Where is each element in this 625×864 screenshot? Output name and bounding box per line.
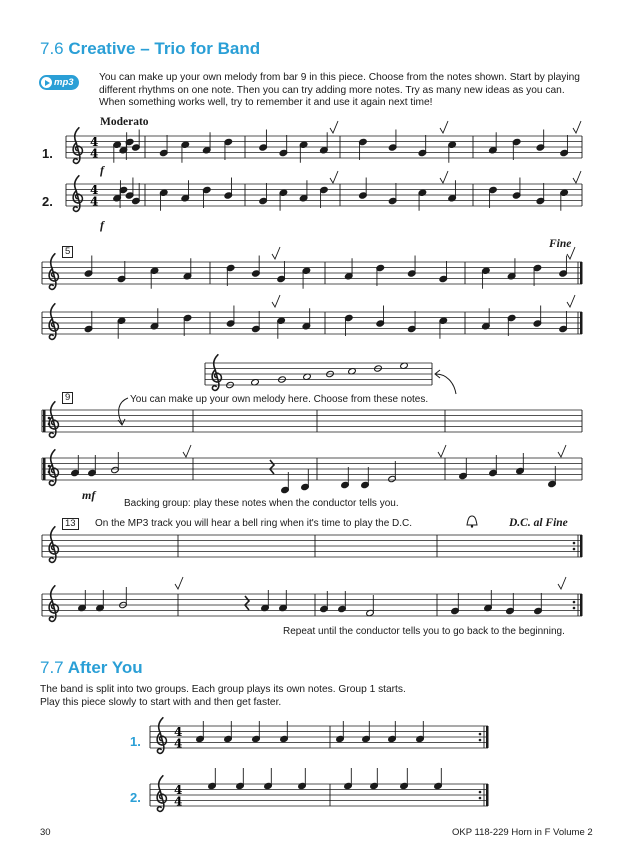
breath-mark-icon	[330, 121, 338, 133]
backing-instruction: Backing group: play these notes when the conductor tells you.	[124, 498, 399, 509]
part-number-1: 1.	[42, 146, 53, 161]
final-bar-line	[486, 726, 489, 748]
breath-mark-icon	[558, 445, 566, 457]
intro-text: You can make up your own melody from bar 9 in this piece. Choose from the notes shown. Start by playing different rhythms on one note. Then you can try adding more notes. Try as many new ideas as you can. When something works well, try to remember it and use it again next time!	[99, 72, 580, 109]
repeat-dot	[479, 733, 482, 736]
dynamic-forte-2: f	[100, 218, 104, 232]
repeat-dot	[479, 791, 482, 794]
repeat-bar	[43, 458, 46, 480]
section-number: 7.7	[40, 658, 64, 677]
final-bar-line	[580, 312, 583, 334]
section-title: After You	[67, 658, 143, 677]
time-signature-top: 4	[90, 135, 99, 149]
group-number-1: 1.	[130, 734, 141, 749]
time-signature-bottom: 4	[90, 146, 99, 161]
mp3-bell-instruction: On the MP3 track you will hear a bell ring when it's time to play the D.C.	[95, 518, 413, 529]
dynamic-mezzo-forte: mf	[82, 488, 96, 502]
repeat-instruction: Repeat until the conductor tells you to go back to the beginning.	[283, 626, 565, 637]
page-number: 30	[40, 827, 51, 838]
section-title: Creative – Trio for Band	[68, 39, 261, 58]
time-signature-top: 4	[174, 725, 183, 739]
repeat-dot	[48, 423, 51, 426]
breath-mark-icon	[573, 171, 581, 183]
bell-icon	[467, 516, 477, 528]
repeat-dot	[479, 739, 482, 742]
quarter-rest	[245, 596, 249, 610]
breath-mark-icon	[558, 577, 566, 589]
book-code: OKP 118-229 Horn in F Volume 2	[452, 827, 593, 838]
final-bar-line	[580, 594, 583, 616]
repeat-dot	[48, 471, 51, 474]
breath-mark-icon	[440, 171, 448, 183]
fine-marking: Fine	[549, 238, 572, 250]
repeat-dot	[573, 601, 576, 604]
breath-mark-icon	[175, 577, 183, 589]
time-signature-bottom: 4	[174, 794, 183, 809]
breath-mark-icon	[272, 247, 280, 259]
dc-al-fine-marking: D.C. al Fine	[509, 517, 568, 529]
time-signature-bottom: 4	[90, 194, 99, 209]
time-signature-top: 4	[90, 183, 99, 197]
melody-instruction: You can make up your own melody here. Choose from these notes.	[130, 394, 429, 405]
breath-mark-icon	[183, 445, 191, 457]
quarter-rest	[270, 460, 274, 474]
breath-mark-icon	[272, 295, 280, 307]
breath-mark-icon	[330, 171, 338, 183]
repeat-dot	[573, 607, 576, 610]
breath-mark-icon	[567, 247, 575, 259]
bar-number-9: 9	[62, 392, 73, 404]
time-signature-bottom: 4	[174, 736, 183, 751]
bar-number-13: 13	[62, 518, 79, 530]
repeat-dot	[573, 542, 576, 545]
mp3-label: mp3	[54, 77, 74, 88]
group-number-2: 2.	[130, 790, 141, 805]
section-number: 7.6	[40, 39, 64, 58]
repeat-dot	[479, 797, 482, 800]
repeat-dot	[48, 417, 51, 420]
bar-number-5: 5	[62, 246, 73, 258]
breath-mark-icon	[438, 445, 446, 457]
time-signature-top: 4	[174, 783, 183, 797]
breath-mark-icon	[567, 295, 575, 307]
part-number-2: 2.	[42, 194, 53, 209]
final-bar-line	[580, 535, 583, 557]
repeat-dot	[48, 465, 51, 468]
intro-line-2: Play this piece slowly to start with and then get faster.	[40, 696, 282, 708]
repeat-dot	[573, 548, 576, 551]
dynamic-forte-1: f	[100, 163, 104, 177]
tempo-marking: Moderato	[100, 116, 149, 128]
final-bar-line	[486, 784, 489, 806]
arrow-icon	[119, 398, 128, 424]
final-bar-line	[580, 262, 583, 284]
repeat-bar	[43, 410, 46, 432]
breath-mark-icon	[573, 121, 581, 133]
breath-mark-icon	[440, 121, 448, 133]
intro-line-1: The band is split into two groups. Each group plays its own notes. Group 1 starts.	[40, 684, 406, 695]
